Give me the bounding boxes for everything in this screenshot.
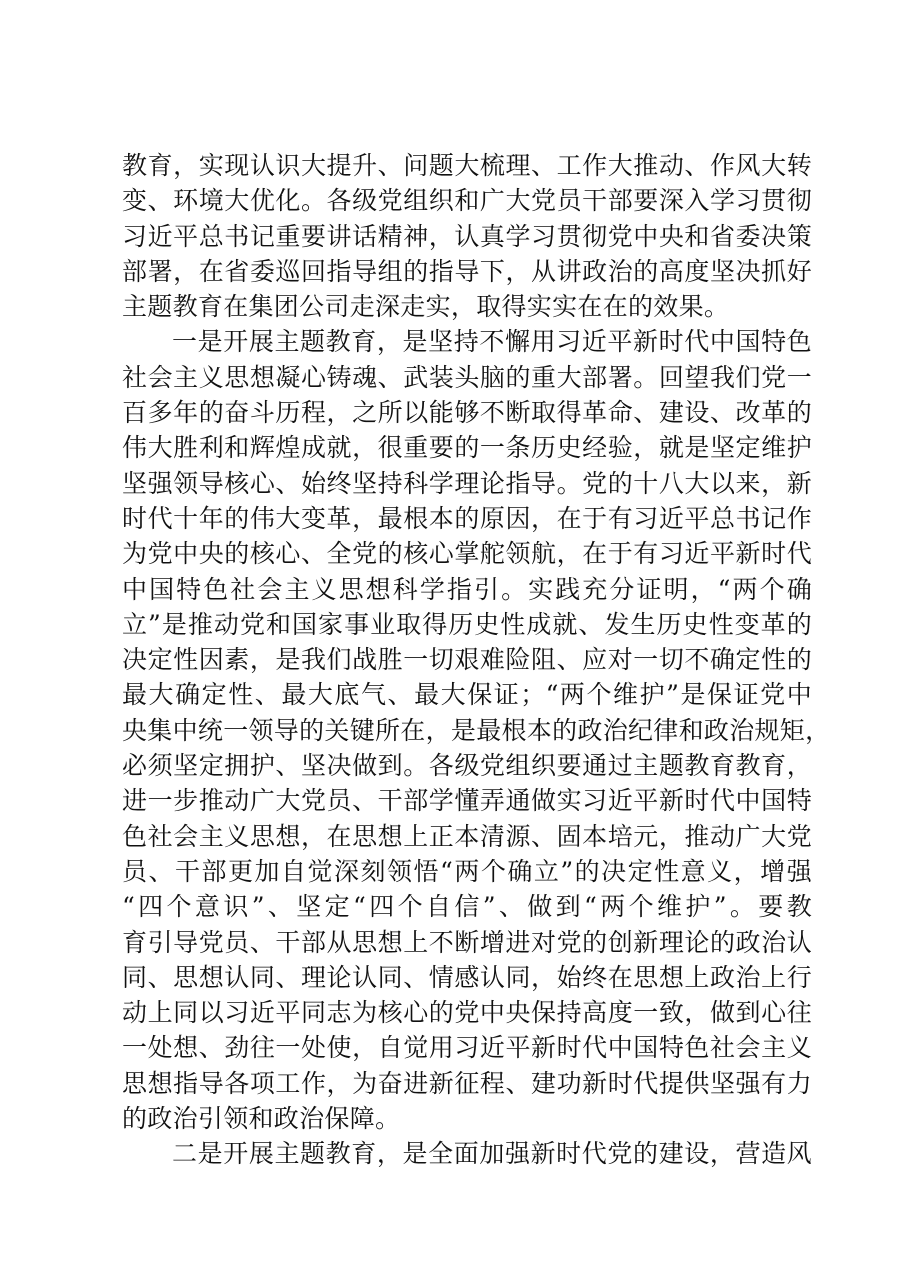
text-line: 教育，实现认识大提升、问题大梳理、工作大推动、作风大转 [122,151,812,180]
text-line: 伟大胜利和辉煌成就，很重要的一条历史经验，就是坚定维护 [122,433,812,463]
text-line: 立”是推动党和国家事业取得历史性成就、发生历史性变革的 [122,609,812,639]
text-line: 中国特色社会主义思想科学指引。实践充分证明，“两个确 [122,574,812,604]
text-line: 百多年的奋斗历程，之所以能够不断取得革命、建设、改革的 [122,398,812,428]
text-line: 社会主义思想凝心铸魂、武装头脑的重大部署。回望我们党一 [122,362,812,392]
text-line: 部署，在省委巡回指导组的指导下，从讲政治的高度坚决抓好 [122,256,812,286]
text-line: 央集中统一领导的关键所在，是最根本的政治纪律和政治规矩， [122,715,831,745]
text-line: 的政治引领和政治保障。 [122,1104,401,1134]
text-line: 进一步推动广大党员、干部学懂弄通做实习近平新时代中国特 [122,786,812,816]
body-text [122,148,831,1172]
text-line: 最大确定性、最大底气、最大保证；“两个维护”是保证党中 [122,680,812,710]
text-line: 育引导党员、干部从思想上不断增进对党的创新理论的政治认 [122,927,812,957]
text-line: 二是开展主题教育，是全面加强新时代党的建设，营造风 [172,1139,812,1169]
text-line: 时代十年的伟大变革，最根本的原因，在于有习近平总书记作 [122,503,812,533]
text-line: 必须坚定拥护、坚决做到。各级党组织要通过主题教育教育， [122,751,812,781]
text-line: 变、环境大优化。各级党组织和广大党员干部要深入学习贯彻 [122,186,812,216]
text-line: 坚强领导核心、始终坚持科学理论指导。党的十八大以来，新 [122,468,812,498]
text-line: “四个意识”、坚定“四个自信”、做到“两个维护”。要教 [122,892,812,922]
text-line: 一处想、劲往一处使，自觉用习近平新时代中国特色社会主义 [122,1033,812,1063]
text-line: 主题教育在集团公司走深走实，取得实实在在的效果。 [122,292,730,322]
text-line: 为党中央的核心、全党的核心掌舵领航，在于有习近平新时代 [122,539,812,569]
text-line: 员、干部更加自觉深刻领悟“两个确立”的决定性意义，增强 [122,856,812,886]
text-line: 决定性因素，是我们战胜一切艰难险阻、应对一切不确定性的 [122,645,812,675]
text-line: 一是开展主题教育，是坚持不懈用习近平新时代中国特色 [172,327,812,357]
text-line: 习近平总书记重要讲话精神，认真学习贯彻党中央和省委决策 [122,221,812,251]
text-line: 动上同以习近平同志为核心的党中央保持高度一致，做到心往 [122,998,812,1028]
text-line: 思想指导各项工作，为奋进新征程、建功新时代提供坚强有力 [122,1068,812,1098]
text-line: 同、思想认同、理论认同、情感认同，始终在思想上政治上行 [122,962,812,992]
text-line: 色社会主义思想，在思想上正本清源、固本培元，推动广大党 [122,821,812,851]
